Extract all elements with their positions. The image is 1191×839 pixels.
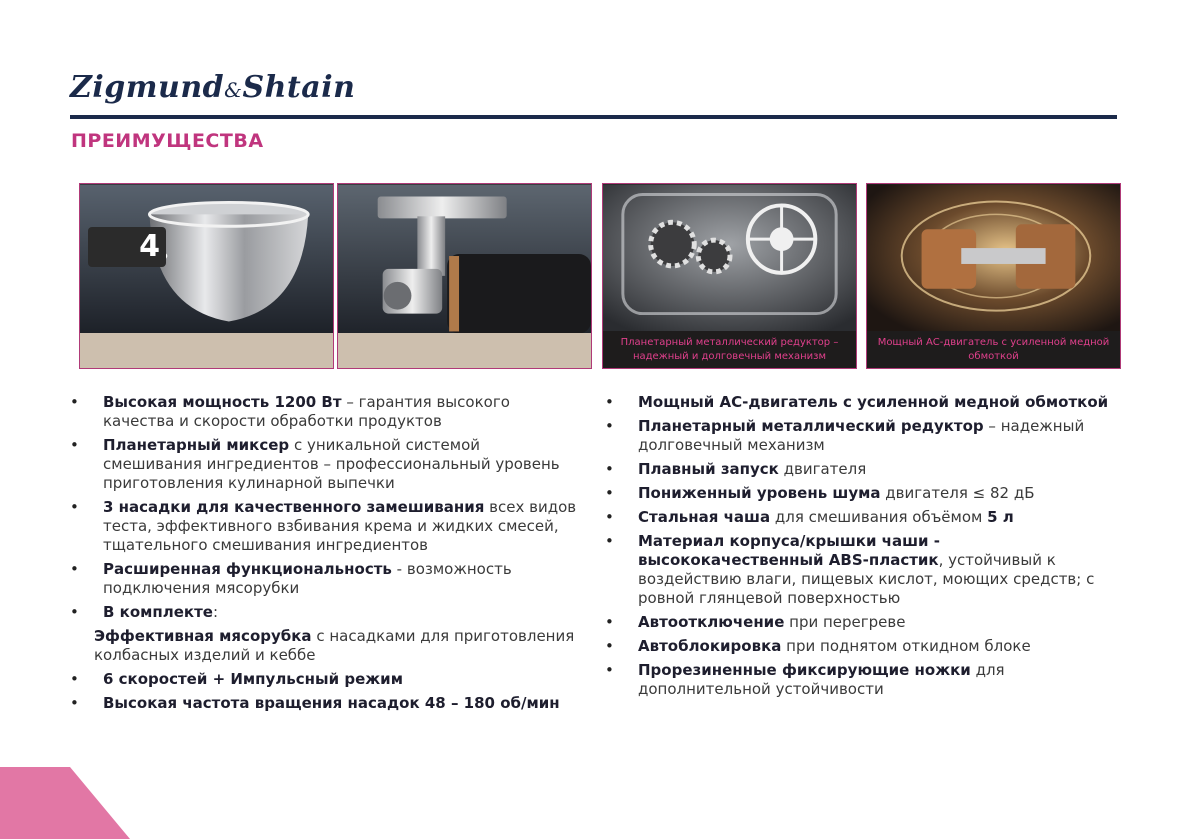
list-item <box>605 661 1125 699</box>
feature-text: двигателя <box>778 460 867 478</box>
corner-decoration <box>0 767 130 839</box>
feature-text: при поднятом откидном блоке <box>781 637 1031 655</box>
feature-text: – гарантия высокого качества и скорости обработки продуктов <box>103 393 510 430</box>
feature-text: , устойчивый к воздействию влаги, пищевых кислот, моющих средств; с ровной глянцевой поверхностью <box>638 551 1095 607</box>
feature-title: Прорезиненные фиксирующие ножки <box>638 661 971 679</box>
list-item <box>70 603 580 622</box>
list-item <box>605 484 1125 503</box>
feature-text: для смешивания объёмом <box>770 508 988 526</box>
photo-caption-1 <box>80 333 333 368</box>
photo-meat-grinder <box>337 183 592 369</box>
list-item <box>70 560 580 598</box>
list-item <box>70 498 580 555</box>
brand-name-b: Shtain <box>242 70 356 105</box>
feature-text: - возможность подключения мясорубки <box>103 560 512 597</box>
photo-caption-3: Планетарный металлический редуктор – надежный и долговечный механизм <box>603 331 856 368</box>
feature-title: Расширенная функциональность <box>103 560 392 578</box>
photo-bowl <box>79 183 334 369</box>
feature-title: Высокая частота вращения насадок 48 – 180 об/мин <box>103 694 560 712</box>
feature-title: Высокая мощность 1200 Вт <box>103 393 342 411</box>
feature-title: Эффективная мясорубка <box>94 627 312 645</box>
left-feature-list <box>70 393 580 718</box>
feature-text: двигателя ≤ 82 дБ <box>880 484 1035 502</box>
section-title: ПРЕИМУЩЕСТВА <box>71 130 264 152</box>
feature-text: для дополнительной устойчивости <box>638 661 1005 698</box>
feature-text: с насадками для приготовления колбасных изделий и кеббе <box>94 627 575 664</box>
brand-name-a: Zigmund <box>70 70 225 105</box>
feature-title: В комплекте <box>103 603 213 621</box>
feature-title: Мощный АС-двигатель с усиленной медной обмоткой <box>638 393 1109 411</box>
header-divider <box>70 115 1117 119</box>
meat-grinder-image <box>338 184 591 334</box>
feature-title: Планетарный металлический редуктор <box>638 417 984 435</box>
list-item <box>605 393 1125 412</box>
feature-title: Стальная чаша <box>638 508 771 526</box>
feature-title: Планетарный миксер <box>103 436 290 454</box>
feature-title: Материал корпуса/крышки чаши - высококачественный ABS-пластик <box>638 532 940 569</box>
brand-logo <box>70 70 355 105</box>
list-item <box>70 627 580 665</box>
brand-ampersand: & <box>224 78 243 102</box>
motor-image <box>867 184 1120 334</box>
list-item <box>605 532 1125 608</box>
list-item <box>70 670 580 689</box>
right-feature-list <box>605 393 1125 704</box>
feature-title: Автоблокировка <box>638 637 782 655</box>
feature-title: Плавный запуск <box>638 460 779 478</box>
feature-title: Пониженный уровень шума <box>638 484 881 502</box>
photo-gearbox <box>602 183 857 369</box>
gearbox-image <box>603 184 856 334</box>
feature-text: – надежный долговечный механизм <box>638 417 1085 454</box>
photo-caption-4: Мощный АС-двигатель с усиленной медной обмоткой <box>867 331 1120 368</box>
feature-text: с уникальной системой смешивания ингредиентов – профессиональный уровень приготовления кулинарной выпечки <box>103 436 560 492</box>
feature-text: всех видов теста, эффективного взбивания крема и жидких смесей, тщательного смешивания ингредиентов <box>103 498 577 554</box>
list-item <box>70 694 580 713</box>
list-item <box>605 460 1125 479</box>
list-item <box>70 393 580 431</box>
list-item <box>70 436 580 493</box>
feature-title: 3 насадки для качественного замешивания <box>103 498 485 516</box>
feature-title: 6 скоростей + Импульсный режим <box>103 670 403 688</box>
attachments-count-badge: 4 <box>88 227 166 267</box>
list-item <box>605 508 1125 527</box>
feature-text: : <box>212 603 219 621</box>
list-item <box>605 417 1125 455</box>
list-item <box>605 613 1125 632</box>
feature-volume: 5 л <box>987 508 1014 526</box>
photo-motor <box>866 183 1121 369</box>
feature-text: при перегреве <box>784 613 906 631</box>
list-item <box>605 637 1125 656</box>
feature-title: Автоотключение <box>638 613 785 631</box>
photo-caption-2 <box>338 333 591 368</box>
